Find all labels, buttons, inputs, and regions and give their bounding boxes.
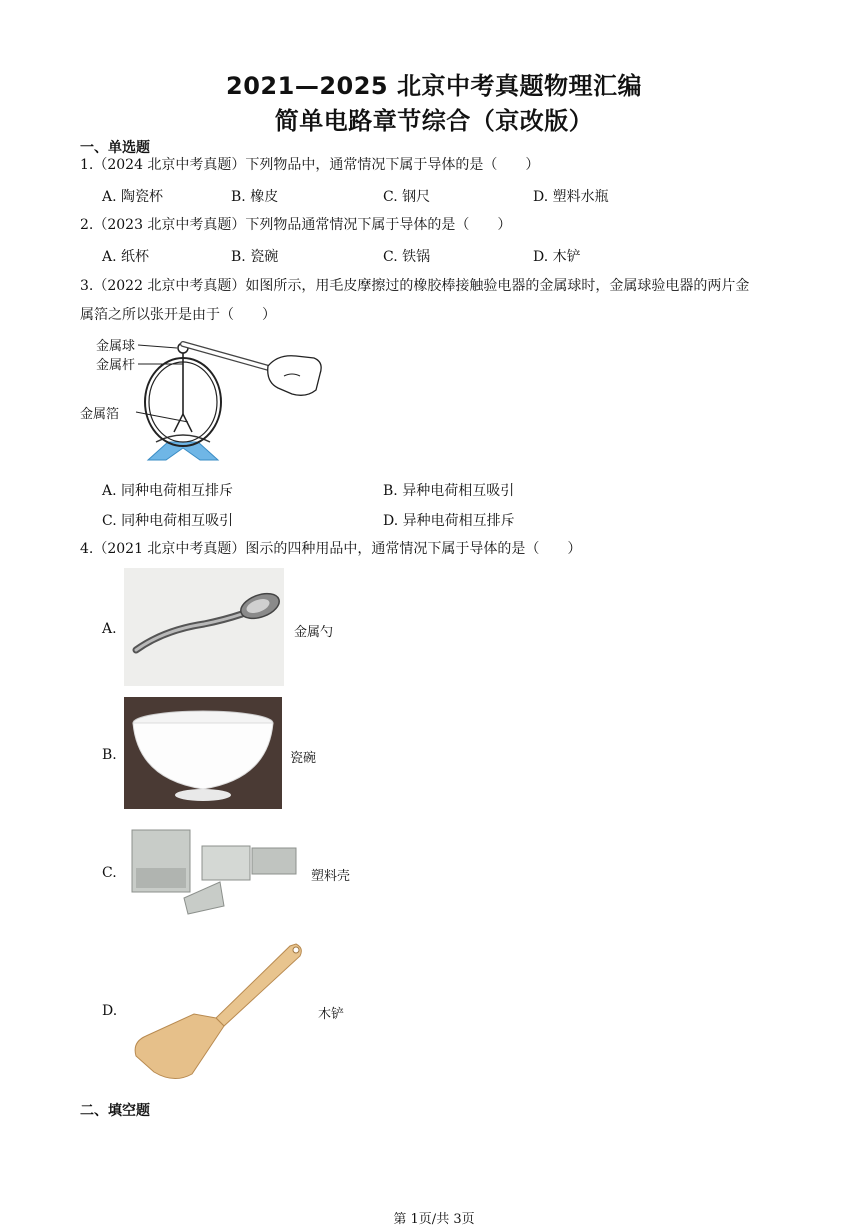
label-metal-rod: 金属杆 <box>96 358 136 373</box>
leader-foil <box>136 412 188 422</box>
question-3-stem-line2: 属箔之所以张开是由于（ ） <box>80 307 276 323</box>
page-number: 第 1页/共 3页 <box>393 1212 475 1227</box>
question-3-stem-line1: 3.（2022 北京中考真题）如图所示，用毛皮摩擦过的橡胶棒接触验电器的金属球时，金属球验电器的两片金 <box>80 278 750 294</box>
document-subtitle: 简单电路章节综合（京改版） <box>274 107 594 135</box>
label-metal-ball: 金属球 <box>96 339 136 354</box>
q3-option-d: D. 异种电荷相互排斥 <box>383 513 515 529</box>
document-title: 2021—2025 北京中考真题物理汇编 <box>226 72 642 100</box>
metal-foil-right <box>183 414 192 432</box>
q3-option-a: A. 同种电荷相互排斥 <box>102 483 234 499</box>
q2-option-d: D. 木铲 <box>533 249 581 265</box>
q4-option-d-label: 木铲 <box>318 1007 345 1022</box>
q1-option-a: A. 陶瓷杯 <box>102 189 164 205</box>
question-1-stem: 1.（2024 北京中考真题）下列物品中，通常情况下属于导体的是（ ） <box>80 157 540 173</box>
question-4-stem: 4.（2021 北京中考真题）图示的四种用品中，通常情况下属于导体的是（ ） <box>80 541 582 557</box>
section-heading-single-choice: 一、单选题 <box>80 140 150 156</box>
q4-option-c-letter: C. <box>102 865 117 881</box>
question-2-stem: 2.（2023 北京中考真题）下列物品通常情况下属于导体的是（ ） <box>80 217 512 233</box>
metal-foil-left <box>174 414 183 432</box>
q3-option-c: C. 同种电荷相互吸引 <box>102 513 234 529</box>
leader-ball <box>138 345 177 348</box>
q2-option-c: C. 铁锅 <box>383 249 431 265</box>
metal-spoon-image <box>124 568 284 686</box>
label-metal-foil: 金属箔 <box>80 407 120 422</box>
section-heading-fill-in: 二、填空题 <box>80 1103 150 1119</box>
q4-option-b-letter: B. <box>102 747 117 763</box>
q1-option-c: C. 钢尺 <box>383 189 431 205</box>
wooden-spatula-image <box>124 934 310 1086</box>
q4-option-b-label: 瓷碗 <box>290 751 317 766</box>
q4-option-a-letter: A. <box>102 621 117 637</box>
q2-option-b: B. 瓷碗 <box>231 249 279 265</box>
q4-option-d-letter: D. <box>102 1003 118 1019</box>
hand <box>268 356 321 396</box>
q3-option-b: B. 异种电荷相互吸引 <box>383 483 515 499</box>
q1-option-b: B. 橡皮 <box>231 189 279 205</box>
q4-option-a-label: 金属勺 <box>294 625 334 640</box>
q4-option-c-label: 塑料壳 <box>311 869 351 884</box>
q1-option-d: D. 塑料水瓶 <box>533 189 609 205</box>
q2-option-a: A. 纸杯 <box>102 249 150 265</box>
porcelain-bowl-image <box>124 697 282 809</box>
plastic-shell-image <box>124 820 304 920</box>
electroscope-base <box>148 442 218 460</box>
